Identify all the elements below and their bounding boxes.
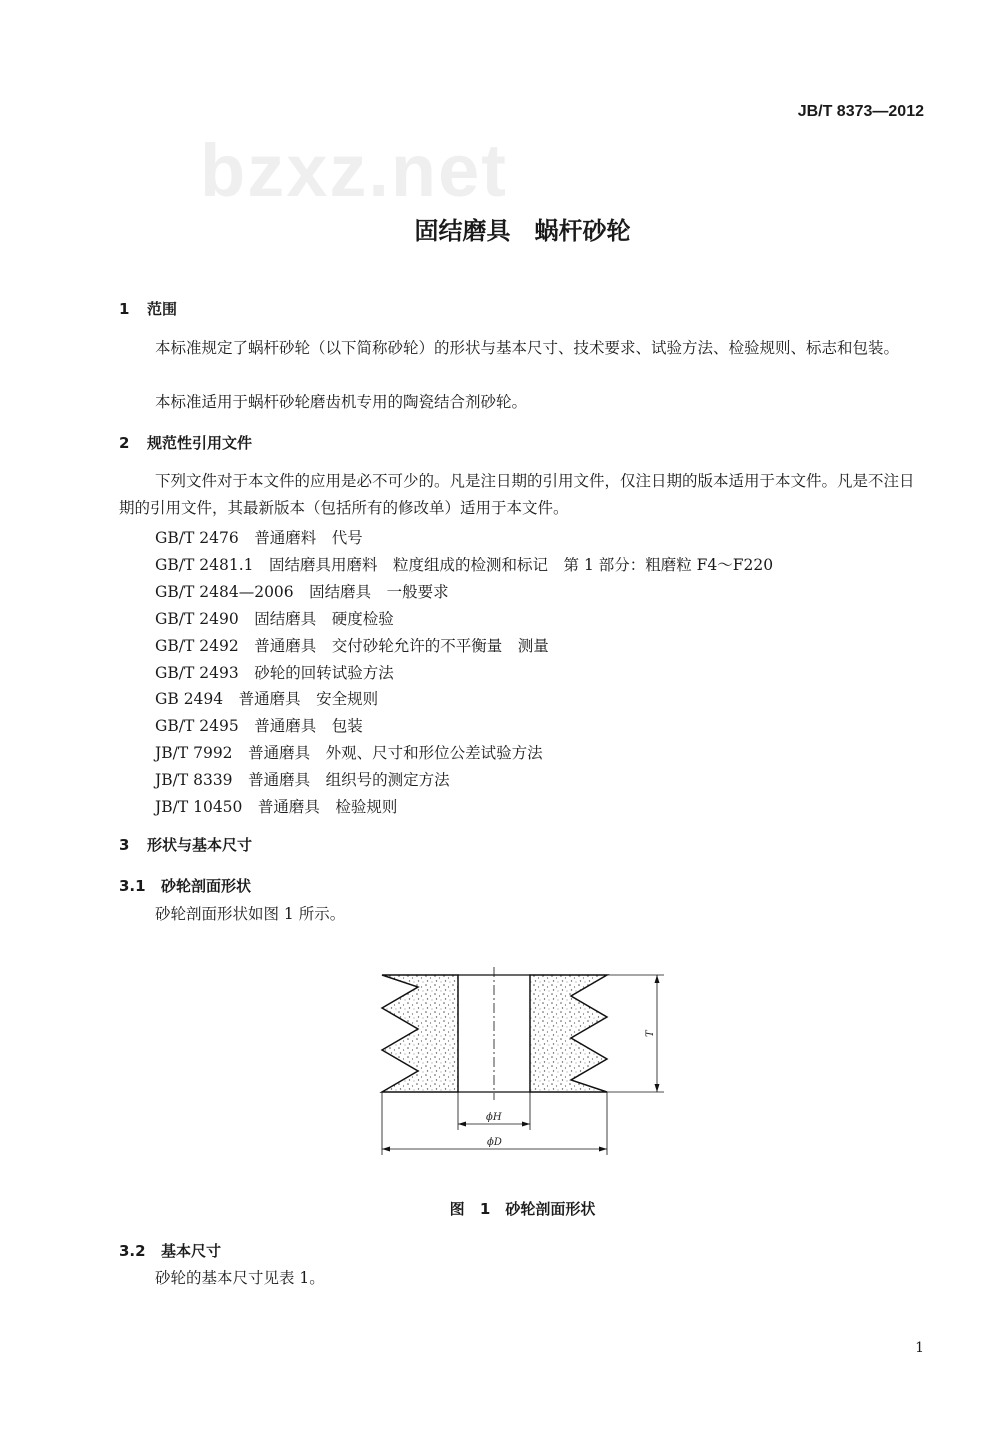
outer-diameter-label: ϕD (487, 1137, 502, 1148)
reference-code: GB/T 2490 (155, 609, 239, 628)
reference-item (155, 741, 543, 763)
reference-code: JB/T 10450 (155, 798, 243, 816)
section-title: 基本尺寸 (161, 1242, 222, 1260)
section-title: 形状与基本尺寸 (147, 836, 253, 854)
section-number: 3.1 (119, 877, 146, 895)
reference-title: 固结磨具 一般要求 (309, 582, 449, 601)
reference-item (155, 768, 450, 790)
reference-code: JB/T 7992 (155, 744, 233, 763)
section-title: 规范性引用文件 (147, 434, 253, 452)
thickness-label: T (645, 1030, 656, 1037)
reference-title: 普通磨具 安全规则 (238, 690, 379, 709)
reference-item (155, 553, 773, 575)
section-3-heading (119, 834, 252, 855)
reference-code: GB/T 2476 (155, 529, 239, 547)
reference-code: GB/T 2492 (155, 636, 239, 655)
page-number: 1 (915, 1340, 924, 1356)
reference-code: GB/T 2493 (155, 663, 239, 682)
references-intro: 下列文件对于本文件的应用是必不可少的。凡是注日期的引用文件，仅注日期的版本适用于本文件。凡是不注日期的引用文件，其最新版本（包括所有的修改单）适用于本文件。 (119, 472, 915, 517)
document-title: 固结磨具 蜗杆砂轮 (414, 217, 631, 245)
section-3-2-heading (119, 1240, 221, 1261)
section-number: 2 (119, 434, 130, 452)
reference-item (155, 634, 549, 656)
section-3-2-text: 砂轮的基本尺寸见表 1。 (155, 1269, 325, 1287)
reference-title: 普通磨具 检验规则 (257, 798, 398, 816)
reference-title: 普通磨具 外观、尺寸和形位公差试验方法 (248, 744, 543, 763)
standard-number: JB/T 8373—2012 (797, 103, 924, 120)
section-title: 范围 (147, 300, 178, 318)
reference-item (155, 607, 394, 629)
section-title: 砂轮剖面形状 (161, 877, 252, 895)
reference-item (155, 687, 378, 709)
reference-item (155, 795, 397, 817)
section-number: 1 (119, 300, 130, 318)
reference-code: GB/T 2484—2006 (155, 582, 294, 601)
section-3-1-heading (119, 875, 251, 896)
left-wheel-section (382, 975, 458, 1092)
wheel-profile-figure (370, 965, 680, 1165)
bore-diameter-label: ϕH (486, 1112, 502, 1123)
scope-paragraph-1: 本标准规定了蜗杆砂轮（以下简称砂轮）的形状与基本尺寸、技术要求、试验方法、检验规则、标志和包装。 (155, 339, 900, 357)
reference-item (155, 526, 363, 548)
reference-item (155, 714, 363, 736)
right-wheel-section (530, 975, 607, 1092)
section-number: 3.2 (119, 1242, 146, 1260)
watermark: bzxz.net (200, 129, 508, 212)
reference-title: 普通磨具 包装 (254, 717, 363, 736)
reference-title: 固结磨具 硬度检验 (254, 609, 394, 628)
reference-title: 普通磨料 代号 (254, 529, 363, 547)
section-1-heading (119, 298, 177, 319)
reference-code: GB 2494 (155, 690, 224, 709)
section-3-1-text: 砂轮剖面形状如图 1 所示。 (155, 905, 346, 923)
reference-code: GB/T 2481.1 (155, 555, 254, 574)
reference-item (155, 661, 394, 683)
reference-title: 固结磨具用磨料 粒度组成的检测和标记 第 1 部分：粗磨粒 F4～F220 (269, 555, 774, 574)
reference-item (155, 580, 449, 602)
section-number: 3 (119, 836, 130, 854)
reference-code: JB/T 8339 (155, 771, 233, 790)
scope-paragraph-2: 本标准适用于蜗杆砂轮磨齿机专用的陶瓷结合剂砂轮。 (155, 393, 528, 411)
reference-code: GB/T 2495 (155, 717, 239, 736)
section-2-heading (119, 432, 252, 453)
reference-title: 砂轮的回转试验方法 (254, 663, 394, 682)
reference-title: 普通磨具 交付砂轮允许的不平衡量 测量 (254, 636, 549, 655)
figure-caption: 图 1 砂轮剖面形状 (449, 1200, 596, 1218)
reference-title: 普通磨具 组织号的测定方法 (248, 771, 450, 790)
